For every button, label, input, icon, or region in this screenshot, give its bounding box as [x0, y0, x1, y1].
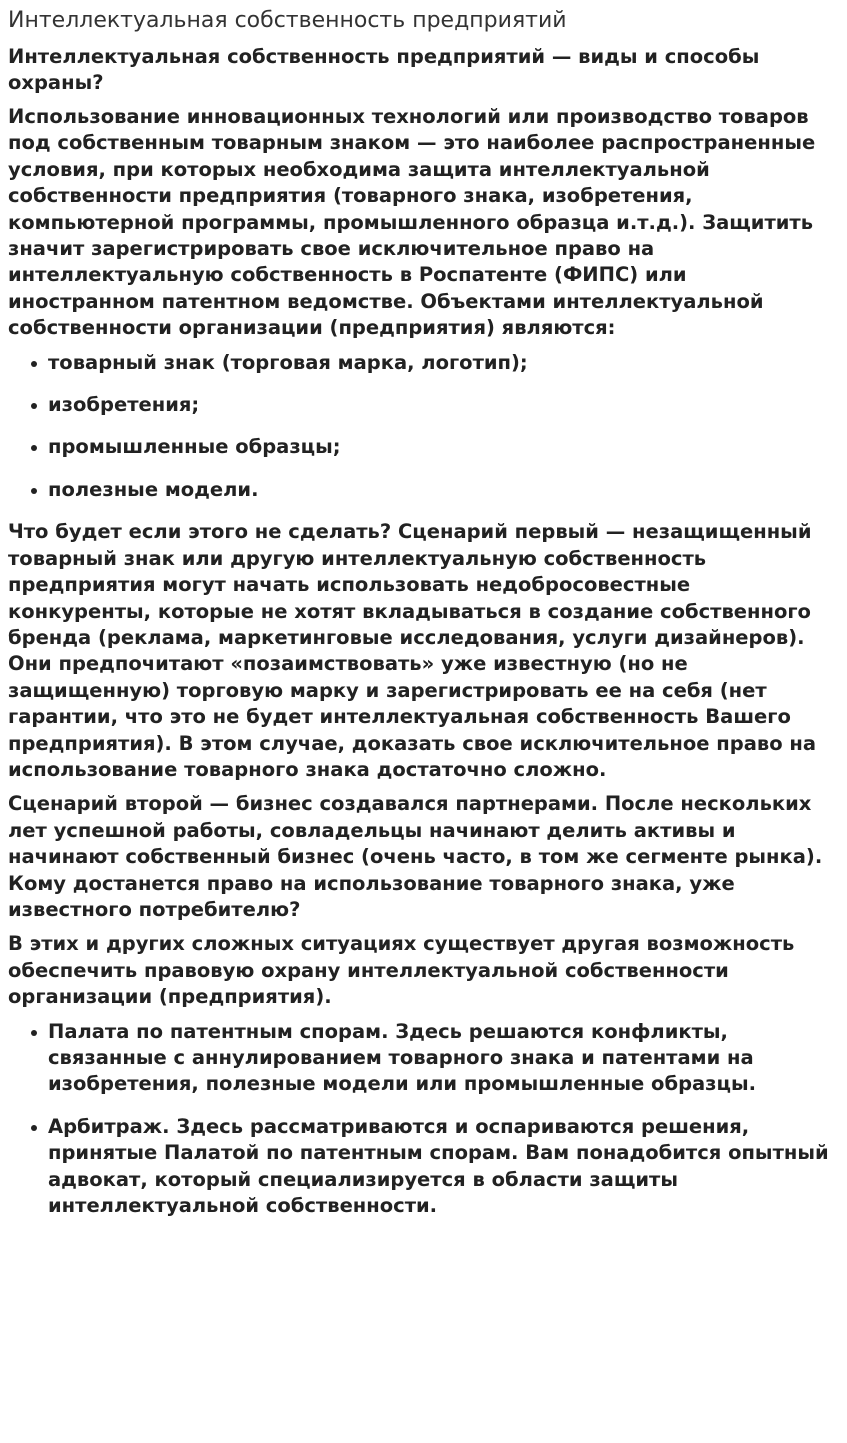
list-item: Палата по патентным спорам. Здесь решаются конфликты, связанные с аннулированием товарного знака и патентами на изобретения, полезные модели или промышленные образцы.: [48, 1019, 839, 1098]
list-item: полезные модели.: [48, 477, 839, 503]
scenario-two-paragraph: Сценарий второй — бизнес создавался партнерами. После нескольких лет успешной работы, совладельцы начинают делить активы и начинают собственный бизнес (очень часто, в том же сегменте рынка). Кому достанется право на использование товарного знака, уже известного потребителю?: [8, 792, 823, 921]
alternatives-list: [8, 1019, 839, 1220]
page-title: Интеллектуальная собственность предприятий: [8, 8, 567, 33]
list-item: промышленные образцы;: [48, 434, 839, 460]
alternatives-paragraph: В этих и других сложных ситуациях существует другая возможность обеспечить правовую охрану интеллектуальной собственности организации (предприятия).: [8, 932, 795, 1009]
scenario-one-paragraph: Что будет если этого не сделать? Сценарий первый — незащищенный товарный знак или другую интеллектуальную собственность предприятия могут начать использовать недобросовестные конкуренты, которые не хотят вкладываться в создание собственного бренда (реклама, маркетинговые исследования, услуги дизайнеров). Они предпочитают «позаимствовать» уже известную (но не защищенную) торговую марку и зарегистрировать ее на себя (нет гарантии, что это не будет интеллектуальная собственность Вашего предприятия). В этом случае, доказать свое исключительное право на использование товарного знака достаточно сложно.: [8, 520, 817, 781]
article-subtitle: Интеллектуальная собственность предприятий — виды и способы охраны?: [8, 45, 760, 94]
intro-paragraph: Использование инновационных технологий или производство товаров под собственным товарным знаком — это наиболее распространенные условия, при которых необходима защита интеллектуальной собственности предприятия (товарного знака, изобретения, компьютерной программы, промышленного образца и.т.д.). Защитить значит зарегистрировать свое исключительное право на интеллектуальную собственность в Роспатенте (ФИПС) или иностранном патентном ведомстве. Объектами интеллектуальной собственности организации (предприятия) являются:: [8, 105, 816, 340]
list-item: Арбитраж. Здесь рассматриваются и оспариваются решения, принятые Палатой по патентным спорам. Вам понадобится опытный адвокат, который специализируется в области защиты интеллектуальной собственности.: [48, 1114, 839, 1220]
ip-objects-list: [8, 350, 839, 504]
list-item: товарный знак (торговая марка, логотип);: [48, 350, 839, 376]
list-item: изобретения;: [48, 392, 839, 418]
